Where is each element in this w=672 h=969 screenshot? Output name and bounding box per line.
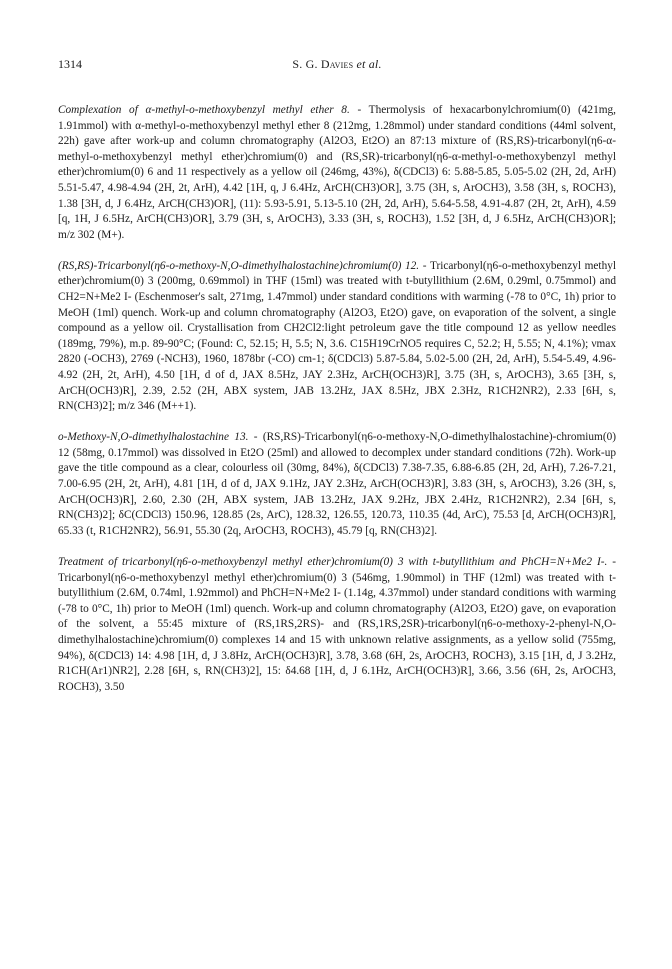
paragraph-compound-12: [58, 259, 616, 415]
paragraph-body: - (RS,RS)-Tricarbonyl(η6-o-methoxy-N,O-dimethylhalostachine)-chromium(0) 12 (58mg, 0.17mmol) was dissolved in Et2O (25ml) and allowed to decomplex under standard conditions (72h). Work-up gave the title compound as a clear, colourless oil (30mg, 84%), δ(CDCl3) 7.38-7.35, 6.88-6.85 (2H, 2d, ArH), 7.26-7.21, 7.00-6.95 (2H, 2t, ArH), 4.81 [1H, d of d, JAX 9.1Hz, JAY 2.3Hz, ArCH(OCH3)R], 3.83 (3H, s, ArOCH3), 3.26 (3H, s, ArCH(OCH3)R], 2.60, 2.30 (2H, ABX system, JAB 13.2Hz, JAX 9.2Hz, JBX 2.4Hz, R1CH2NR2), 2.34 [6H, s, RN(CH3)2]; δC(CDCl3) 150.96, 128.85 (2s, ArC), 128.32, 126.55, 120.73, 110.35 (4d, ArC), 75.53 [d, ArCH(OCH3)R], 65.33 (t, R1CH2NR2), 56.91, 55.30 (2q, ArOCH3, ROCH3), 45.79 [q, RN(CH3)2].: [58, 431, 616, 537]
paragraph-complexation: [58, 103, 616, 243]
paragraph-title: Complexation of α-methyl-o-methoxybenzyl methyl ether 8.: [58, 104, 350, 116]
running-title-authors: S. G. Davies: [292, 57, 354, 71]
paragraph-treatment: [58, 555, 616, 695]
paragraph-body: - Thermolysis of hexacarbonylchromium(0) (421mg, 1.91mmol) with α-methyl-o-methoxybenzyl methyl ether 8 (212mg, 1.28mmol) under standard conditions (44ml solvent, 22h) gave after work-up and column chromatography (Al2O3, Et2O) an 87:13 mixture of (RS,RS)-tricarbonyl(η6-α-methyl-o-methoxybenzyl methyl ether)chromium(0) and (RS,SR)-tricarbonyl(η6-α-methyl-o-methoxybenzyl methyl ether)chromium(0) 6 and 11 respectively as a yellow oil (246mg, 43%), δ(CDCl3) 6: 5.88-5.85, 5.05-5.02 (2H, 2d, ArH) 5.51-5.47, 4.98-4.94 (2H, 2t, ArH), 4.42 [1H, q, J 6.4Hz, ArCH(CH3)OR], 3.75 (3H, s, ArOCH3), 3.58 (3H, s, ROCH3), 1.38 [3H, d, J 6.4Hz, ArCH(CH3)OR], (11): 5.93-5.91, 5.13-5.10 (2H, 2d, ArH), 5.64-5.58, 4.91-4.87 (2H, 2t, ArH), 4.59 [q, 1H, J 6.5Hz, ArCH(CH3)OR], 3.79 (3H, s, ArOCH3), 3.33 (3H, s, ROCH3), 1.52 [3H, d, J 6.5Hz, ArCH(CH3)OR]; m/z 302 (M+).: [58, 104, 616, 241]
paragraph-body: - Tricarbonyl(η6-o-methoxybenzyl methyl ether)chromium(0) 3 (200mg, 0.69mmol) in THF (15ml) was treated with t-butyllithium (2.6M, 0.29ml, 0.75mmol) and CH2=N+Me2 I- (Eschenmoser's salt, 271mg, 1.47mmol) under standard conditions with warming (-78 to 0°C, 1h) prior to MeOH (1ml) quench. Work-up and column chromatography (Al2O3, Et2O) gave, on evaporation of the solvent, a single compound as a yellow oil. Crystallisation from CH2Cl2:light petroleum gave the title compound 12 as yellow needles (189mg, 79%), m.p. 89-90°C; (Found: C, 52.15; H, 5.5; N, 3.6. C15H19CrNO5 requires C, 52.2; H, 5.55; N, 4.1%); νmax 2820 (-OCH3), 2769 (-NCH3), 1960, 1878br (-CO) cm-1; δ(CDCl3) 5.87-5.84, 5.02-5.00 (2H, 2d, ArH), 5.54-5.49, 4.96-4.92 (2H, 2t, ArH), 4.50 [1H, d of d, JAX 8.5Hz, JAY 2.3Hz, ArCH(OCH3)R], 3.75 (3H, s, ArOCH3), 3.65 [3H, s, ArCH(OCH3)R], 2.39, 2.52 (2H, ABX system, JAB 13.2Hz, JAX 8.5Hz, JBX 2.3Hz, R1CH2NR2), 2.33 [6H, s, RN(CH3)2]; m/z 346 (M++1).: [58, 259, 617, 413]
running-title-etal: et al.: [353, 57, 382, 71]
running-title: [58, 57, 616, 72]
paragraph-title: o-Methoxy-N,O-dimethylhalostachine 13.: [58, 431, 249, 444]
journal-page: [0, 57, 672, 969]
paragraph-body: - Tricarbonyl(η6-o-methoxybenzyl methyl ether)chromium(0) 3 (546mg, 1.90mmol) in THF (12ml) was treated with t-butyllithium (2.6M, 0.74ml, 1.92mmol) and PhCH=N+Me2 I- (1.14g, 4.37mmol) under standard conditions with warming (-78 to 0°C, 1h) prior to MeOH (1ml) quench. Work-up and column chromatography (Al2O3, Et2O) gave, on evaporation of the solvent, a 55:45 mixture of (RS,1RS,2RS)- and (RS,1RS,2SR)-tricarbonyl(η6-o-methoxy-2-phenyl-N,O-dimethylhalostachine)chromium(0) complexes 14 and 15 with unknown relative assignments, as a yellow solid (755mg, 94%), δ(CDCl3) 14: 4.98 [1H, d, J 3.8Hz, ArCH(OCH3)R], 3.78, 3.68 (6H, 2s, ArOCH3, ROCH3), 3.15 [1H, d, J 3.2Hz, R1CH(Ar1)NR2], 2.28 [6H, s, RN(CH3)2], 15: δ4.68 [1H, d, J 6.1Hz, ArCH(OCH3)R], 3.66, 3.56 (6H, 2s, ArOCH3, ROCH3), 3.50: [58, 555, 616, 693]
body-text: [58, 103, 616, 695]
page-number: 1314: [58, 57, 82, 71]
paragraph-title: (RS,RS)-Tricarbonyl(η6-o-methoxy-N,O-dimethylhalostachine)chromium(0) 12.: [58, 259, 420, 272]
running-head: [58, 57, 616, 77]
paragraph-title: Treatment of tricarbonyl(η6-o-methoxybenzyl methyl ether)chromium(0) 3 with t-butyllithium and PhCH=N+Me2 I-.: [58, 555, 608, 568]
paragraph-compound-13: [58, 430, 616, 539]
